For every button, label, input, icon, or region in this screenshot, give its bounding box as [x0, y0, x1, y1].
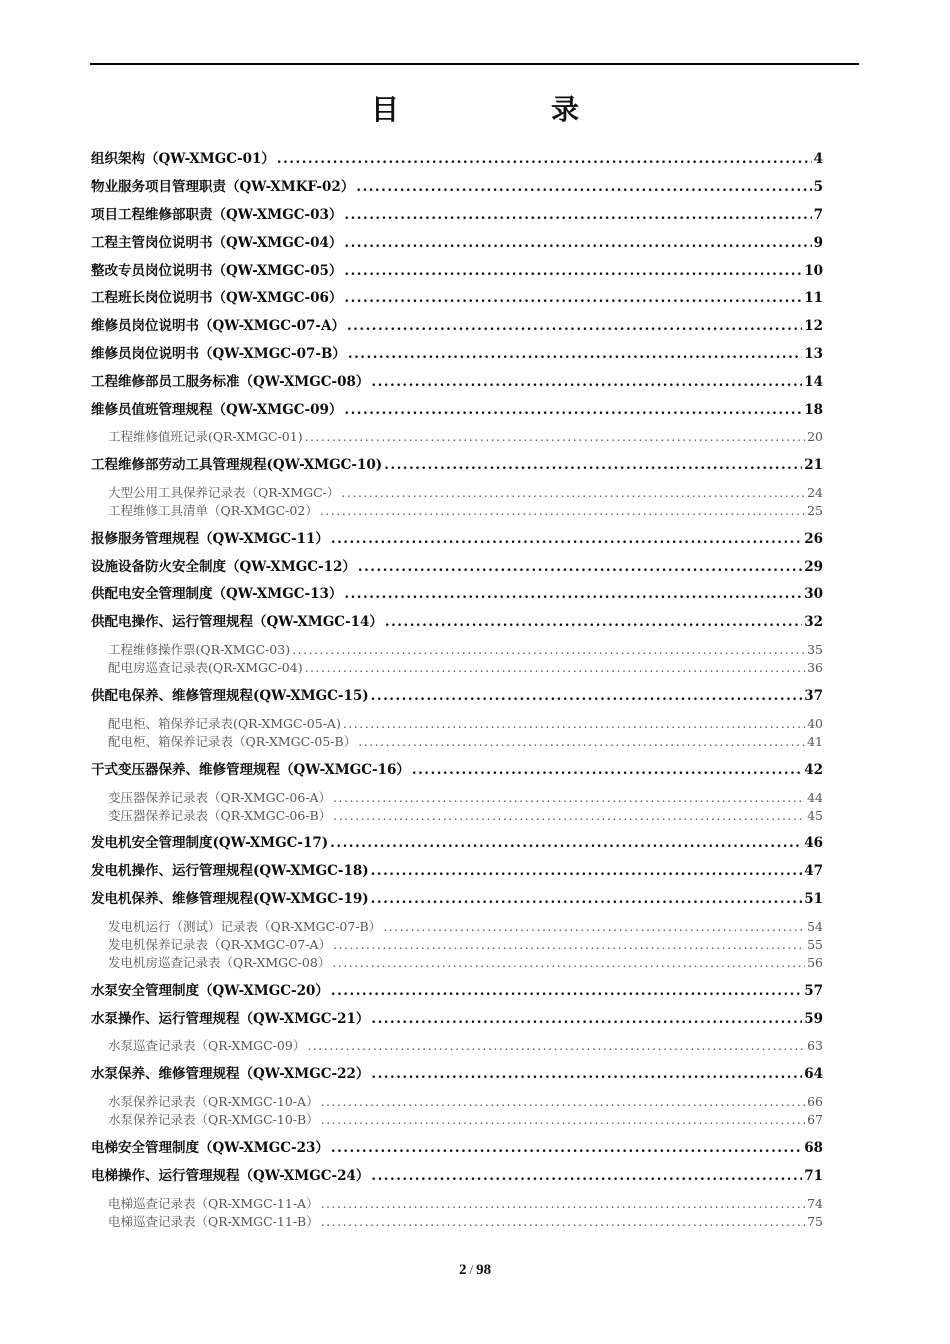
toc-entry[interactable]	[91, 1064, 823, 1084]
toc-entry[interactable]	[91, 149, 823, 169]
toc-entry-page: 18	[804, 402, 823, 418]
toc-leader-dots	[277, 149, 812, 169]
toc-entry-page: 36	[807, 660, 823, 675]
toc-leader-dots	[321, 1093, 806, 1111]
toc-leader-dots	[321, 1111, 805, 1129]
toc-leader-dots	[344, 400, 802, 420]
toc-entry-page: 63	[807, 1038, 823, 1053]
toc-entry-page: 46	[804, 835, 823, 851]
toc-entry-page: 10	[804, 263, 823, 279]
toc-subentry[interactable]	[108, 789, 823, 807]
toc-entry[interactable]	[91, 760, 823, 780]
toc-entry-title: 组织架构（QW-XMGC-01）	[91, 151, 275, 167]
toc-entry[interactable]	[91, 1009, 823, 1029]
toc-entry-title: 整改专员岗位说明书（QW-XMGC-05）	[91, 263, 343, 279]
toc-subentry[interactable]	[108, 502, 823, 520]
toc-entry-title: 工程维修操作票(QR-XMGC-03)	[108, 642, 291, 657]
toc-entry[interactable]	[91, 1166, 823, 1186]
toc-entry-page: 20	[807, 429, 823, 444]
toc-leader-dots	[371, 1009, 802, 1029]
toc-subentry[interactable]	[108, 807, 823, 825]
toc-leader-dots	[371, 372, 802, 392]
toc-entry-title: 发电机保养记录表（QR-XMGC-07-A）	[108, 937, 332, 952]
toc-entry[interactable]	[91, 981, 823, 1001]
toc-entry-title: 电梯操作、运行管理规程（QW-XMGC-24）	[91, 1168, 370, 1184]
toc-entry-page: 40	[807, 716, 823, 731]
toc-leader-dots	[307, 1037, 805, 1055]
toc-entry-title: 工程维修部员工服务标准（QW-XMGC-08）	[91, 374, 370, 390]
toc-leader-dots	[333, 789, 805, 807]
toc-leader-dots	[331, 1138, 802, 1158]
toc-entry-page: 59	[804, 1011, 823, 1027]
toc-entry-page: 35	[807, 642, 823, 657]
toc-leader-dots	[330, 833, 802, 853]
toc-leader-dots	[383, 918, 805, 936]
toc-entry-page: 74	[807, 1196, 823, 1211]
toc-entry-title: 干式变压器保养、维修管理规程（QW-XMGC-16）	[91, 762, 410, 778]
toc-entry-title: 维修员值班管理规程（QW-XMGC-09）	[91, 402, 343, 418]
toc-entry[interactable]	[91, 584, 823, 604]
page-separator: /	[469, 1262, 474, 1277]
toc-subentry[interactable]	[108, 641, 823, 659]
toc-subentry[interactable]	[108, 484, 823, 502]
toc-entry-page: 37	[804, 688, 823, 704]
toc-entry-page: 29	[804, 559, 823, 575]
toc-entry-page: 7	[813, 207, 823, 223]
toc-entry[interactable]	[91, 400, 823, 420]
toc-entry-title: 电梯巡查记录表（QR-XMGC-11-B）	[108, 1214, 319, 1229]
toc-subentry[interactable]	[108, 733, 823, 751]
toc-entry-title: 变压器保养记录表（QR-XMGC-06-B）	[108, 808, 332, 823]
toc-leader-dots	[321, 1213, 805, 1231]
toc-entry-page: 68	[804, 1140, 823, 1156]
toc-entry-title: 工程维修部劳动工具管理规程(QW-XMGC-10)	[91, 457, 383, 473]
toc-entry[interactable]	[91, 1138, 823, 1158]
toc-subentry[interactable]	[108, 659, 823, 677]
total-pages: 98	[476, 1262, 492, 1278]
toc-entry-title: 设施设备防火安全制度（QW-XMGC-12）	[91, 559, 356, 575]
toc-entry-title: 电梯巡查记录表（QR-XMGC-11-A）	[108, 1196, 319, 1211]
toc-leader-dots	[412, 760, 802, 780]
toc-leader-dots	[333, 936, 805, 954]
toc-leader-dots	[347, 316, 802, 336]
toc-entry-page: 12	[804, 318, 823, 334]
toc-entry-page: 24	[807, 485, 823, 500]
toc-leader-dots	[371, 861, 803, 881]
toc-subentry[interactable]	[108, 954, 823, 972]
toc-subentry[interactable]	[108, 1111, 823, 1129]
toc-entry-title: 水泵保养、维修管理规程（QW-XMGC-22）	[91, 1066, 370, 1082]
toc-entry-page: 55	[807, 937, 823, 952]
toc-leader-dots	[385, 612, 802, 632]
toc-entry-page: 4	[813, 151, 823, 167]
toc-entry[interactable]	[91, 372, 823, 392]
toc-entry-title: 供配电保养、维修管理规程(QW-XMGC-15)	[91, 688, 369, 704]
toc-subentry[interactable]	[108, 918, 823, 936]
toc-entry-page: 14	[804, 374, 823, 390]
toc-leader-dots	[371, 1166, 802, 1186]
toc-leader-dots	[371, 889, 803, 909]
toc-entry-title: 水泵保养记录表（QR-XMGC-10-B）	[108, 1112, 319, 1127]
toc-entry[interactable]	[91, 288, 823, 308]
toc-entry-title: 报修服务管理规程（QW-XMGC-11）	[91, 531, 329, 547]
toc-entry-page: 25	[807, 503, 823, 518]
toc-leader-dots	[292, 641, 805, 659]
toc-entry-title: 水泵安全管理制度（QW-XMGC-20）	[91, 983, 329, 999]
toc-entry-title: 物业服务项目管理职责（QW-XMKF-02）	[91, 179, 355, 195]
toc-leader-dots	[344, 584, 802, 604]
toc-entry-title: 变压器保养记录表（QR-XMGC-06-A）	[108, 790, 332, 805]
toc-entry-title: 水泵操作、运行管理规程（QW-XMGC-21）	[91, 1011, 370, 1027]
toc-entry[interactable]	[91, 612, 823, 632]
toc-subentry[interactable]	[108, 1195, 823, 1213]
toc-leader-dots	[321, 1195, 806, 1213]
toc-entry-title: 配电柜、箱保养记录表（QR-XMGC-05-B）	[108, 734, 357, 749]
toc-leader-dots	[332, 954, 805, 972]
current-page: 2	[458, 1262, 467, 1278]
toc-entry-page: 64	[804, 1066, 823, 1082]
toc-entry-title: 发电机运行（测试）记录表（QR-XMGC-07-B）	[108, 919, 382, 934]
toc-subentry[interactable]	[108, 1037, 823, 1055]
toc-entry-page: 26	[804, 531, 823, 547]
toc-leader-dots	[331, 529, 802, 549]
toc-leader-dots	[341, 484, 805, 502]
toc-entry-page: 11	[804, 290, 823, 306]
toc-entry-page: 21	[804, 457, 823, 473]
toc-entry-page: 41	[807, 734, 823, 749]
toc-subentry[interactable]	[108, 1093, 823, 1111]
toc-entry[interactable]	[91, 889, 823, 909]
toc-entry-title: 发电机保养、维修管理规程(QW-XMGC-19)	[91, 891, 369, 907]
toc-leader-dots	[344, 205, 811, 225]
toc-entry[interactable]	[91, 455, 823, 475]
toc-leader-dots	[344, 261, 802, 281]
toc-leader-dots	[333, 807, 805, 825]
toc-leader-dots	[344, 233, 811, 253]
toc-leader-dots	[371, 1064, 802, 1084]
toc-entry-page: 45	[807, 808, 823, 823]
toc-entry-title: 维修员岗位说明书（QW-XMGC-07-B）	[91, 346, 346, 362]
toc-entry[interactable]	[91, 833, 823, 853]
toc-entry-title: 电梯安全管理制度（QW-XMGC-23）	[91, 1140, 329, 1156]
toc-entry-page: 30	[804, 586, 823, 602]
toc-leader-dots	[348, 344, 802, 364]
toc-entry-title: 项目工程维修部职责（QW-XMGC-03）	[91, 207, 343, 223]
toc-entry[interactable]	[91, 861, 823, 881]
toc-entry-title: 工程维修值班记录(QR-XMGC-01)	[108, 429, 303, 444]
toc-entry[interactable]	[91, 344, 823, 364]
toc-subentry[interactable]	[108, 428, 823, 446]
toc-subentry[interactable]	[108, 715, 823, 733]
toc-entry-page: 67	[807, 1112, 823, 1127]
toc-entry-page: 44	[807, 790, 823, 805]
toc-entry-title: 大型公用工具保养记录表（QR-XMGC-）	[108, 485, 340, 500]
toc-leader-dots	[343, 715, 805, 733]
toc-entry[interactable]	[91, 686, 823, 706]
toc-leader-dots	[344, 288, 802, 308]
toc-leader-dots	[358, 733, 805, 751]
toc-entry-page: 5	[813, 179, 823, 195]
toc-leader-dots	[331, 981, 802, 1001]
toc-entry-page: 42	[804, 762, 823, 778]
toc-entry-page: 51	[804, 891, 823, 907]
toc-entry[interactable]	[91, 205, 823, 225]
toc-entry-title: 工程主管岗位说明书（QW-XMGC-04）	[91, 235, 343, 251]
toc-entry-title: 维修员岗位说明书（QW-XMGC-07-A）	[91, 318, 345, 334]
toc-entry-page: 66	[807, 1094, 823, 1109]
toc-entry-page: 13	[804, 346, 823, 362]
toc-entry-title: 水泵保养记录表（QR-XMGC-10-A）	[108, 1094, 319, 1109]
toc-subentry[interactable]	[108, 1213, 823, 1231]
toc-entry-title: 工程维修工具清单（QR-XMGC-02）	[108, 503, 318, 518]
toc-entry[interactable]	[91, 177, 823, 197]
toc-leader-dots	[371, 686, 803, 706]
toc-entry-title: 发电机操作、运行管理规程(QW-XMGC-18)	[91, 863, 369, 879]
toc-entry-page: 56	[807, 955, 823, 970]
toc-entry-page: 47	[804, 863, 823, 879]
toc-entry[interactable]	[91, 529, 823, 549]
toc-entry-title: 发电机安全管理制度(QW-XMGC-17)	[91, 835, 329, 851]
page-title: 目 录	[370, 93, 641, 126]
toc-entry[interactable]	[91, 233, 823, 253]
toc-leader-dots	[356, 177, 811, 197]
toc-entry-page: 9	[813, 235, 823, 251]
toc-entry-page: 57	[804, 983, 823, 999]
toc-entry[interactable]	[91, 261, 823, 281]
toc-entry[interactable]	[91, 557, 823, 577]
page-number	[0, 1262, 950, 1279]
toc-leader-dots	[384, 455, 802, 475]
toc-leader-dots	[305, 428, 806, 446]
toc-entry[interactable]	[91, 316, 823, 336]
toc-subentry[interactable]	[108, 936, 823, 954]
toc-entry-title: 供配电操作、运行管理规程（QW-XMGC-14）	[91, 614, 383, 630]
toc-entry-title: 配电柜、箱保养记录表(QR-XMGC-05-A)	[108, 716, 341, 731]
toc-entry-title: 供配电安全管理制度（QW-XMGC-13）	[91, 586, 343, 602]
toc-leader-dots	[320, 502, 805, 520]
toc-leader-dots	[358, 557, 802, 577]
toc-entry-title: 水泵巡查记录表（QR-XMGC-09）	[108, 1038, 306, 1053]
toc-entry-page: 75	[807, 1214, 823, 1229]
toc-leader-dots	[305, 659, 806, 677]
toc-entry-title: 配电房巡查记录表(QR-XMGC-04)	[108, 660, 303, 675]
toc-entry-page: 32	[804, 614, 823, 630]
toc-entry-title: 工程班长岗位说明书（QW-XMGC-06）	[91, 290, 343, 306]
toc-entry-page: 71	[804, 1168, 823, 1184]
toc-entry-page: 54	[807, 919, 823, 934]
toc-entry-title: 发电机房巡查记录表（QR-XMGC-08）	[108, 955, 331, 970]
